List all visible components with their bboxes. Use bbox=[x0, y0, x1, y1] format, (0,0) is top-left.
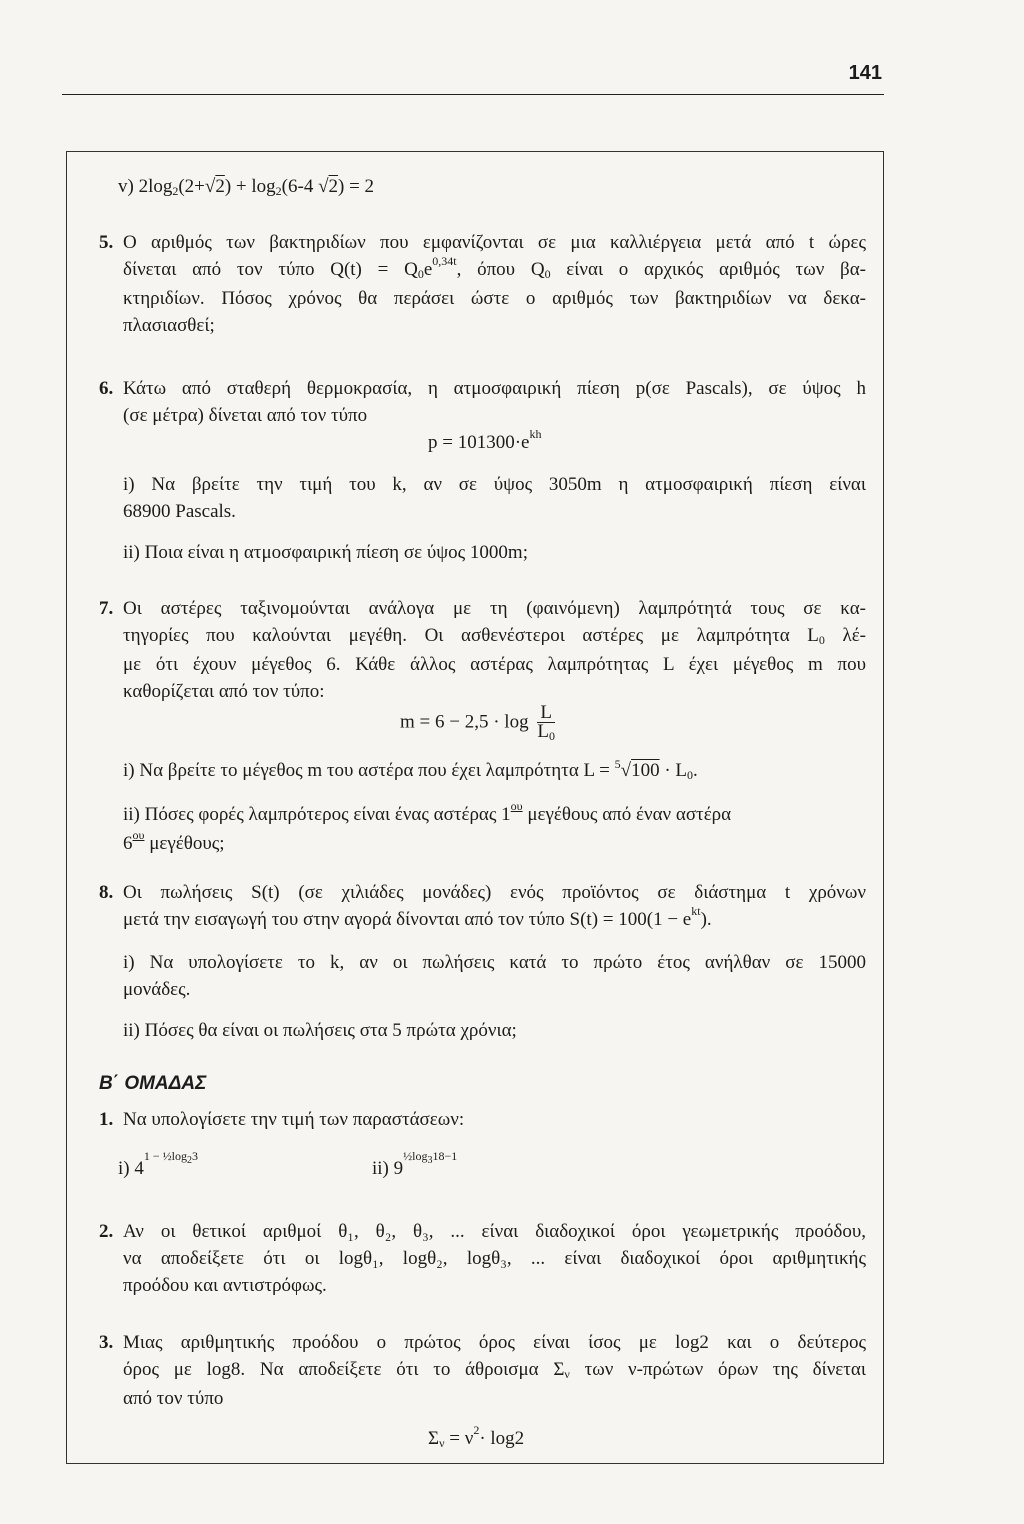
exercise-7-line-3: με ότι έχουν μέγεθος 6. Κάθε άλλος αστέρας λαμπρότητας L έχει μέγεθος m που bbox=[123, 654, 866, 675]
item-v-label: v) bbox=[118, 176, 134, 197]
group-b-exercise-2-line-3: προόδου και αντιστρόφως. bbox=[123, 1275, 327, 1296]
exercise-7-i: i) Να βρείτε το μέγεθος m του αστέρα που έχει λαμπρότητα L = $^5$√100 · L0. bbox=[123, 757, 698, 782]
exercise-7-ii-line-1: ii) Πόσες φορές λαμπρότερος είναι ένας αστέρας $1^{o\upsilon}$ μεγέθους από έναν αστέρα bbox=[123, 799, 732, 825]
exercise-5-line-4: πλασιασθεί; bbox=[123, 315, 215, 336]
exercise-7-part-i bbox=[123, 757, 866, 786]
exercise-6-i-line-2: 68900 Pascals. bbox=[123, 501, 236, 522]
formula-magnitude: m = 6 − 2,5 · log $\frac{L}{L0}$ bbox=[400, 702, 555, 743]
exercise-7-line-1: Οι αστέρες ταξινομούνται ανάλογα με τη (φαινόμενη) λαμπρότητά τους σε κα- bbox=[123, 598, 866, 619]
exercise-7 bbox=[99, 595, 866, 705]
group-b-exercise-3-line-2: όρος με log8. Να αποδείξετε ότι το άθροισμα Σν των ν-πρώτων όρων της δίνεται bbox=[123, 1359, 866, 1381]
exercise-5 bbox=[99, 229, 866, 339]
exercise-6-line-2: (σε μέτρα) δίνεται από τον τύπο bbox=[123, 405, 368, 426]
exercise-6-part-ii bbox=[123, 539, 866, 566]
group-b-exercise-3-line-3: από τον τύπο bbox=[123, 1388, 224, 1409]
fraction-L-over-L0: $\frac{L}{L0}$ bbox=[537, 702, 555, 743]
exercise-7-line-2: τηγορίες που καλούνται μεγέθη. Οι ασθενέστεροι αστέρες με λαμπρότητα L0 λέ- bbox=[123, 625, 866, 647]
group-b-exercise-1-line-1: Να υπολογίσετε την τιμή των παραστάσεων: bbox=[123, 1109, 465, 1130]
exercise-5-number: 5. bbox=[99, 232, 114, 253]
exercise-6-line-1: Κάτω από σταθερή θερμοκρασία, η ατμοσφαιρική πίεση p(σε Pascals), σε ύψος h bbox=[123, 378, 866, 399]
expression-ii: ii) $9^{\frac{1}{2}log_318-1}$ bbox=[372, 1149, 458, 1179]
exercise-8-line-2: μετά την εισαγωγή του στην αγορά δίνονται από τον τύπο $S(t) = 100(1 - e^{kt})$. bbox=[123, 904, 712, 930]
exercise-8 bbox=[99, 879, 866, 935]
exercise-6-part-i bbox=[123, 471, 866, 525]
formula-sum: $\Sigma\nu = \nu^2\cdot \log 2$ bbox=[428, 1423, 525, 1450]
exercise-8-part-ii bbox=[123, 1017, 866, 1044]
exercise-6-ii: ii) Ποια είναι η ατμοσφαιρική πίεση σε ύψος 1000m; bbox=[123, 542, 528, 563]
exercise-7-line-4: καθορίζεται από τον τύπο: bbox=[123, 681, 325, 702]
exercise-8-i-line-2: μονάδες. bbox=[123, 979, 191, 1000]
exercise-6-i-line-1: i) Να βρείτε την τιμή του k, αν σε ύψος 3050m η ατμοσφαιρική πίεση είναι bbox=[123, 474, 866, 495]
expression-i: i) $4^{1 - \frac{1}{2}log_23}$ bbox=[118, 1149, 198, 1179]
exercise-8-number: 8. bbox=[99, 882, 114, 903]
group-b-exercise-2-line-1: Αν οι θετικοί αριθμοί θ₁, θ₂, θ₃, ... είναι διαδοχικοί όροι γεωμετρικής προόδου, bbox=[123, 1221, 866, 1242]
formula-v: v) 2log2(2+√2) + log2(6-4 √2) = 2 bbox=[118, 176, 375, 198]
group-b-exercise-2-line-2: να αποδείξετε ότι οι logθ₁, logθ₂, logθ₃, ... είναι διαδοχικοί όροι αριθμητικής bbox=[123, 1248, 866, 1269]
exercise-7-ii-line-2: $6^{o\upsilon}$ μεγέθους; bbox=[123, 828, 225, 854]
exercise-6 bbox=[99, 375, 866, 429]
group-b-exercise-1 bbox=[99, 1106, 866, 1133]
group-b-exercise-3-number: 3. bbox=[99, 1332, 114, 1353]
header-rule bbox=[62, 94, 884, 95]
group-b-heading: Β΄ ΟΜΑΔΑΣ bbox=[99, 1073, 207, 1094]
group-b-exercise-2-number: 2. bbox=[99, 1221, 114, 1242]
formula-pressure: $p = 101300\cdot e^{kh}$ bbox=[428, 427, 542, 453]
group-b-exercise-2 bbox=[99, 1218, 866, 1299]
group-b-exercise-3-line-1: Μιας αριθμητικής προόδου ο πρώτος όρος είναι ίσος με log2 και ο δεύτερος bbox=[123, 1332, 866, 1353]
page-number: 141 bbox=[848, 62, 882, 84]
exercise-6-number: 6. bbox=[99, 378, 114, 399]
exercise-8-ii: ii) Πόσες θα είναι οι πωλήσεις στα 5 πρώτα χρόνια; bbox=[123, 1020, 517, 1041]
exercise-7-number: 7. bbox=[99, 598, 114, 619]
group-b-exercise-3 bbox=[99, 1329, 866, 1412]
exercise-8-line-1: Οι πωλήσεις S(t) (σε χιλιάδες μονάδες) ενός προϊόντος σε διάστημα t χρόνων bbox=[123, 882, 866, 903]
exercise-5-line-1: Ο αριθμός των βακτηριδίων που εμφανίζονται σε μια καλλιέργεια μετά από t ώρες bbox=[123, 232, 866, 253]
exercise-7-part-ii bbox=[123, 801, 866, 859]
group-b-exercise-1-number: 1. bbox=[99, 1109, 114, 1130]
exercise-8-i-line-1: i) Να υπολογίσετε το k, αν οι πωλήσεις κατά το πρώτο έτος ανήλθαν σε 15000 bbox=[123, 952, 866, 973]
exercise-5-line-3: κτηριδίων. Πόσος χρόνος θα περάσει ώστε ο αριθμός των βακτηριδίων να δεκα- bbox=[123, 288, 866, 309]
exercise-8-part-i bbox=[123, 949, 866, 1003]
exercise-5-line-2: δίνεται από τον τύπο $Q(t) = Q0e^{0,34t}$, όπου Q0 είναι ο αρχικός αριθμός των βα- bbox=[123, 254, 866, 281]
